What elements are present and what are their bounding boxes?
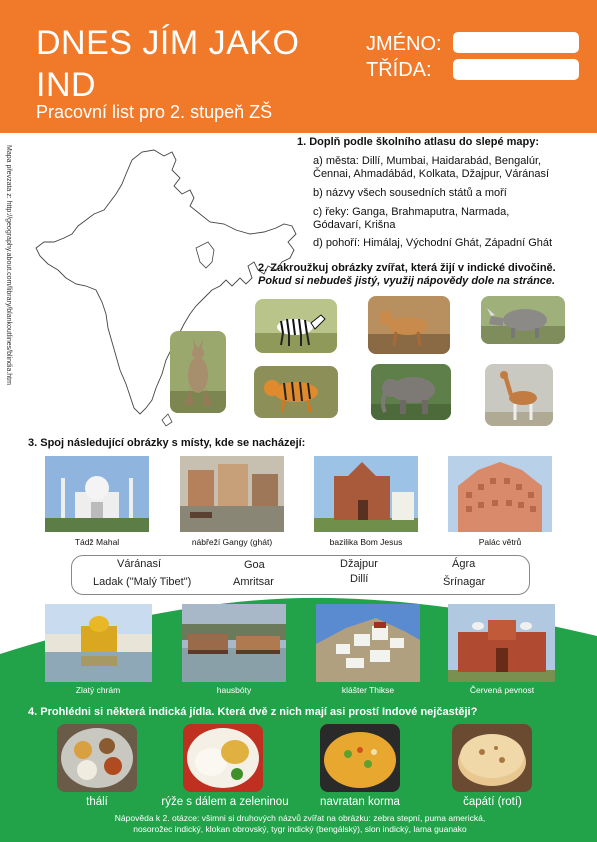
food-caption-rice-dal: rýže s dálem a zeleninou [161,796,289,808]
map-source-note: Mapa převzata z: http://geography.about.com/library/blankoutlines/blindia.htm [5,145,12,385]
zebra-image[interactable] [255,299,337,353]
taj-mahal-image[interactable] [45,456,149,532]
food-caption-korma: navratan korma [320,796,400,808]
task4-title: 4. Prohlédni si některá indická jídla. Která dvě z nich mají asi prostí Indové nejčastěji? [28,706,478,718]
chapati-image[interactable] [452,724,532,792]
class-field[interactable] [453,59,579,80]
caption-palace-of-winds: Palác větrů [478,537,522,547]
hint-line: nosorožec indický, klokan obrovský, tygr indický (bengálský), slon indický, lama guanako [133,824,467,834]
task1-item: Gódavarí, Krišna [313,219,396,231]
rhinoceros-image[interactable] [481,296,565,344]
name-label: JMÉNO: [366,33,442,55]
task1-item: b) názvy všech sousedních států a moří [313,187,507,199]
food-caption-chapati: čapátí (rotí) [463,796,522,808]
place-label[interactable]: Goa [244,559,265,571]
task3-title: 3. Spoj následující obrázky s místy, kde se nacházejí: [28,437,306,449]
palace-of-winds-image[interactable] [448,456,552,532]
bom-jesus-image[interactable] [314,456,418,532]
place-label[interactable]: Ladak ("Malý Tibet") [93,576,192,588]
navratan-korma-image[interactable] [320,724,400,792]
food-caption-thali: thálí [86,796,108,808]
caption-thiksey: klášter Thikse [341,685,395,695]
elephant-image[interactable] [371,364,451,420]
rice-dal-image[interactable] [183,724,263,792]
red-fort-image[interactable] [448,604,555,682]
kangaroo-image[interactable] [170,331,226,413]
thiksey-monastery-image[interactable] [316,604,420,682]
thali-image[interactable] [57,724,137,792]
caption-bom-jesus: bazilika Bom Jesus [329,537,403,547]
place-label[interactable]: Dillí [350,573,369,585]
guanaco-image[interactable] [485,364,553,426]
task1-item: c) řeky: Ganga, Brahmaputra, Narmada, [313,206,510,218]
page-title: DNES JÍM JAKO IND [36,24,300,104]
caption-red-fort: Červená pevnost [469,685,535,695]
caption-golden-temple: Zlatý chrám [75,685,121,695]
puma-image[interactable] [368,296,450,354]
place-label[interactable]: Šrínagar [443,576,486,588]
caption-ganges-ghat: nábřeží Gangy (ghát) [191,537,273,547]
place-label[interactable]: Džajpur [340,558,378,570]
name-field[interactable] [453,32,579,53]
ganges-ghat-image[interactable] [180,456,284,532]
place-label[interactable]: Amritsar [233,576,274,588]
task1-item: d) pohoří: Himálaj, Východní Ghát, Západní Ghát [313,237,553,249]
place-label[interactable]: Váránasí [117,558,162,570]
caption-taj-mahal: Tádž Mahal [74,537,120,547]
houseboats-image[interactable] [182,604,286,682]
task2-subtitle: Pokud si nebudeš jistý, využij nápovědy dole na stránce. [258,275,556,287]
hint-line: Nápověda k 2. otázce: všimni si druhových názvů zvířat na obrázku: zebra stepní, puma americká, [114,813,486,823]
class-label: TŘÍDA: [366,59,432,81]
task2-title: 2. Zakroužkuj obrázky zvířat, která žijí v indické divočině. [258,262,556,274]
golden-temple-image[interactable] [45,604,152,682]
hint-text [60,813,540,835]
tiger-image[interactable] [254,366,338,418]
place-label[interactable]: Ágra [452,558,476,570]
task1-item: Čennai, Ahmadábád, Kolkata, Džajpur, Váránasí [313,168,550,180]
task1-title: 1. Doplň podle školního atlasu do slepé mapy: [297,136,540,148]
page-subtitle: Pracovní list pro 2. stupeň ZŠ [36,102,273,122]
caption-houseboats: hausbóty [216,685,252,695]
task1-item: a) města: Dillí, Mumbai, Haidarabád, Bengalúr, [313,155,542,167]
